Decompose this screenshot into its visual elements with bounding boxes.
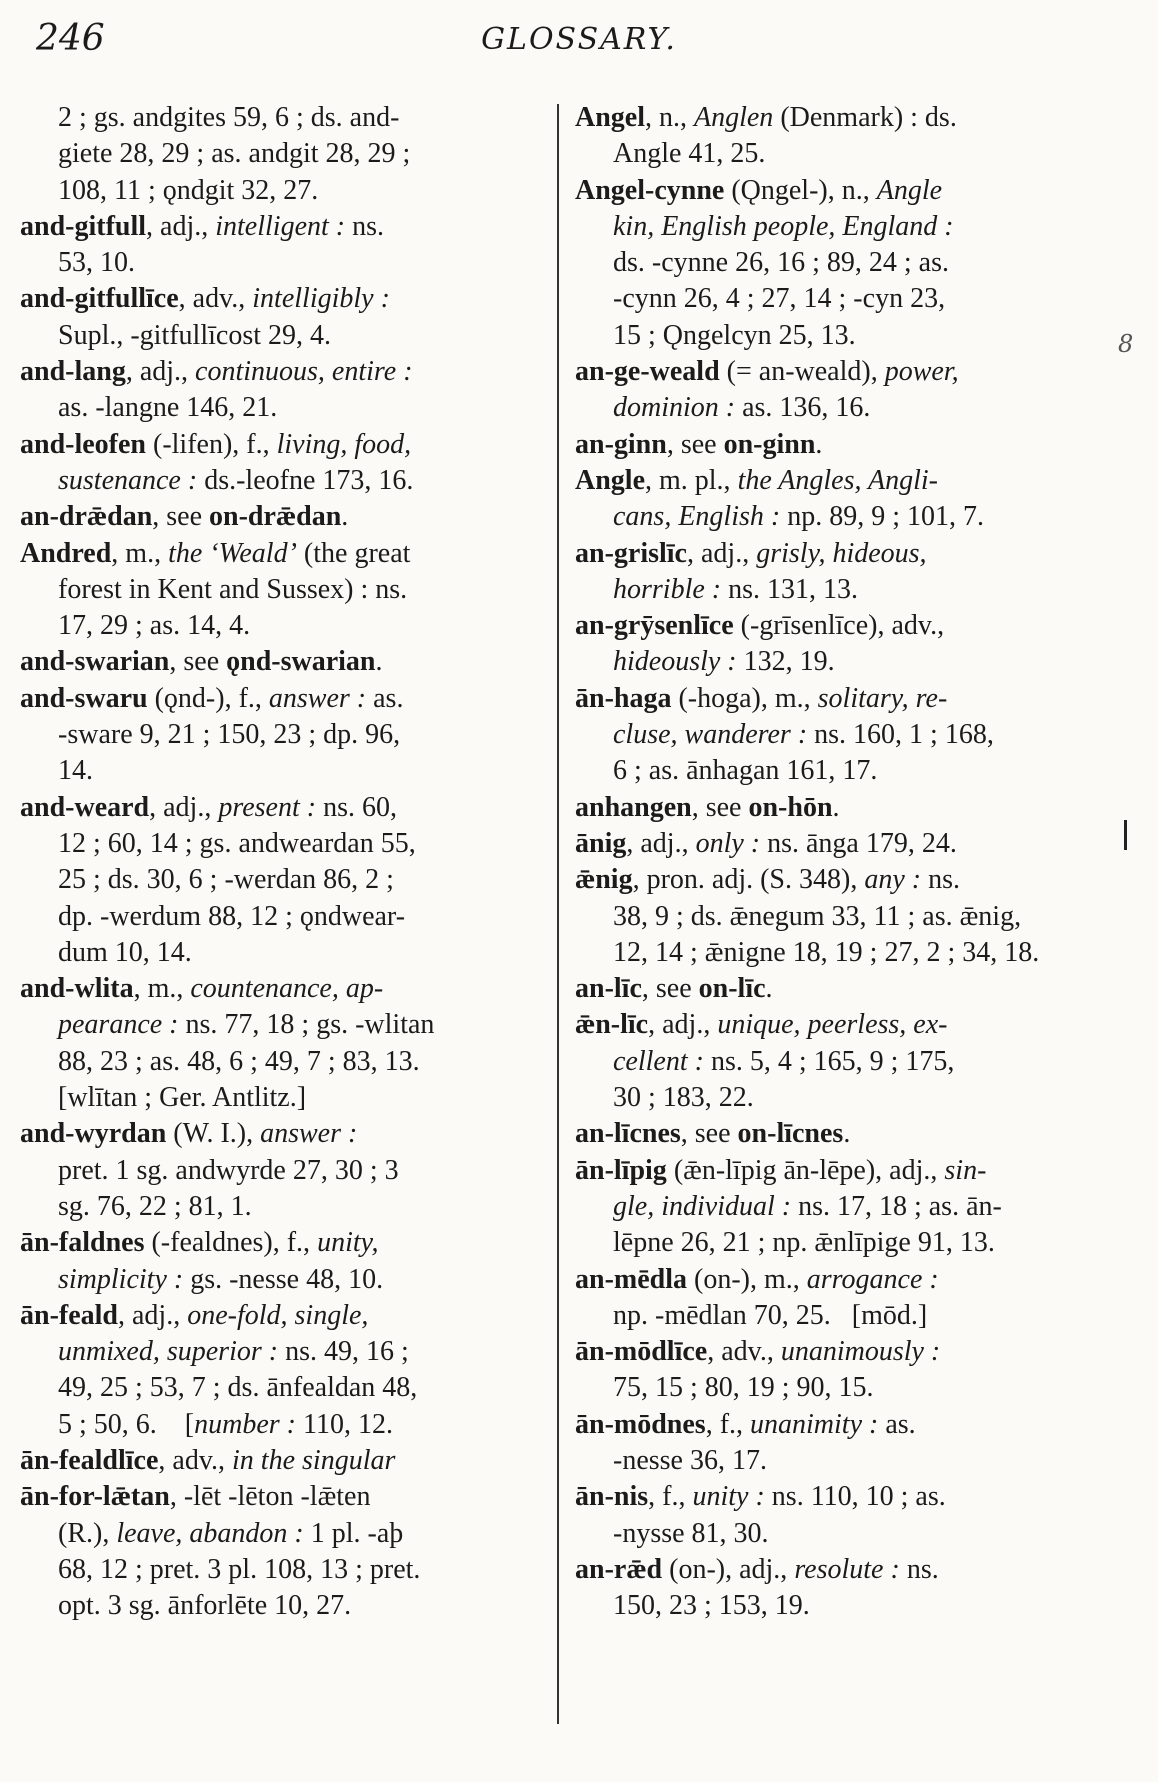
glossary-line: (R.), leave, abandon : 1 pl. -aþ <box>58 1517 404 1549</box>
glossary-line: and-gitfullīce, adv., intelligibly : <box>20 283 390 315</box>
glossary-line: gle, individual : ns. 17, 18 ; as. ān- <box>613 1190 1002 1222</box>
glossary-line: an-līc, see on-līc. <box>575 973 773 1005</box>
glossary-line: dum 10, 14. <box>58 936 192 968</box>
glossary-line: 88, 23 ; as. 48, 6 ; 49, 7 ; 83, 13. <box>58 1045 420 1077</box>
glossary-line: 49, 25 ; 53, 7 ; ds. ānfealdan 48, <box>58 1372 418 1404</box>
glossary-line: and-weard, adj., present : ns. 60, <box>20 791 397 823</box>
glossary-line: an-ge-weald (= an-weald), power, <box>575 356 959 388</box>
page-number: 246 <box>36 18 105 59</box>
glossary-line: kin, English people, England : <box>613 210 954 242</box>
glossary-line: Angle 41, 25. <box>613 138 766 170</box>
glossary-line: forest in Kent and Sussex) : ns. <box>58 573 408 605</box>
glossary-line: [wlītan ; Ger. Antlitz.] <box>58 1082 307 1114</box>
glossary-line: 2 ; gs. andgites 59, 6 ; ds. and- <box>58 102 400 133</box>
glossary-line: giete 28, 29 ; as. andgit 28, 29 ; <box>58 138 411 170</box>
glossary-line: ds. -cynne 26, 16 ; 89, 24 ; as. <box>613 247 949 279</box>
glossary-line: 6 ; as. ānhagan 161, 17. <box>613 755 878 787</box>
glossary-line: cluse, wanderer : ns. 160, 1 ; 168, <box>613 719 994 751</box>
glossary-line: simplicity : gs. -nesse 48, 10. <box>58 1263 384 1295</box>
glossary-line: ǣnig, pron. adj. (S. 348), any : ns. <box>575 864 961 896</box>
glossary-line: ān-fealdlīce, adv., in the singular <box>20 1444 396 1476</box>
left-column <box>20 100 520 1624</box>
glossary-line: an-grislīc, adj., grisly, hideous, <box>575 537 927 569</box>
glossary-line: ān-for-lǣtan, -lēt -lēton -lǣten <box>20 1481 371 1513</box>
glossary-line: 75, 15 ; 80, 19 ; 90, 15. <box>613 1372 874 1404</box>
glossary-line: Angel, n., Anglen (Denmark) : ds. <box>575 102 957 133</box>
glossary-line: and-leofen (-lifen), f., living, food, <box>20 428 412 460</box>
glossary-line: unmixed, superior : ns. 49, 16 ; <box>58 1336 409 1368</box>
glossary-line: pret. 1 sg. andwyrde 27, 30 ; 3 <box>58 1154 399 1186</box>
glossary-line: anhangen, see on-hōn. <box>575 791 840 823</box>
glossary-line: -cynn 26, 4 ; 27, 14 ; -cyn 23, <box>613 283 946 315</box>
glossary-line: sustenance : ds.-leofne 173, 16. <box>58 464 414 496</box>
glossary-line: 108, 11 ; ǫndgit 32, 27. <box>58 174 319 206</box>
glossary-line: 38, 9 ; ds. ǣnegum 33, 11 ; as. ǣnig, <box>613 900 1022 932</box>
glossary-line: and-gitfull, adj., intelligent : ns. <box>20 210 385 242</box>
glossary-line: Angle, m. pl., the Angles, Angli- <box>575 464 938 496</box>
glossary-line: ān-nis, f., unity : ns. 110, 10 ; as. <box>575 1481 946 1513</box>
glossary-line: -nysse 81, 30. <box>613 1517 769 1549</box>
glossary-line: ān-feald, adj., one-fold, single, <box>20 1299 369 1331</box>
glossary-line: cans, English : np. 89, 9 ; 101, 7. <box>613 501 984 533</box>
glossary-line: 12, 14 ; ǣnigne 18, 19 ; 27, 2 ; 34, 18. <box>613 936 1040 968</box>
glossary-line: as. -langne 146, 21. <box>58 392 278 424</box>
glossary-line: Andred, m., the ‘Weald’ (the great <box>20 537 411 569</box>
glossary-line: dp. -werdum 88, 12 ; ǫndwear- <box>58 900 406 932</box>
glossary-line: and-wyrdan (W. I.), answer : <box>20 1118 358 1150</box>
column-divider <box>557 104 559 1724</box>
glossary-line: 68, 12 ; pret. 3 pl. 108, 13 ; pret. <box>58 1553 421 1585</box>
glossary-line: np. -mēdlan 70, 25. [mōd.] <box>613 1299 928 1331</box>
glossary-line: an-ginn, see on-ginn. <box>575 428 823 460</box>
glossary-line: an-mēdla (on-), m., arrogance : <box>575 1263 939 1295</box>
glossary-line: and-swarian, see ǫnd-swarian. <box>20 646 383 678</box>
glossary-line: -sware 9, 21 ; 150, 23 ; dp. 96, <box>58 719 401 751</box>
glossary-line: 12 ; 60, 14 ; gs. andweardan 55, <box>58 827 416 859</box>
right-column <box>575 100 1095 1624</box>
glossary-line: opt. 3 sg. ānforlēte 10, 27. <box>58 1590 352 1622</box>
glossary-line: and-swaru (ǫnd-), f., answer : as. <box>20 682 404 714</box>
glossary-line: 30 ; 183, 22. <box>613 1082 754 1114</box>
glossary-line: 15 ; Ǫngelcyn 25, 13. <box>613 319 856 351</box>
glossary-line: 5 ; 50, 6. [number : 110, 12. <box>58 1408 393 1440</box>
glossary-line: Angel-cynne (Ǫngel-), n., Angle <box>575 174 943 206</box>
glossary-line: horrible : ns. 131, 13. <box>613 573 859 605</box>
glossary-line: ān-līpig (ǣn-līpig ān-lēpe), adj., sin- <box>575 1154 987 1186</box>
glossary-line: ān-haga (-hoga), m., solitary, re- <box>575 682 948 714</box>
glossary-line: 53, 10. <box>58 247 135 279</box>
glossary-line: hideously : 132, 19. <box>613 646 835 678</box>
glossary-line: cellent : ns. 5, 4 ; 165, 9 ; 175, <box>613 1045 955 1077</box>
margin-note: 8 <box>1118 330 1134 358</box>
glossary-line: and-wlita, m., countenance, ap- <box>20 973 384 1005</box>
glossary-line: ān-mōdnes, f., unanimity : as. <box>575 1408 916 1440</box>
page-header <box>36 18 1122 78</box>
glossary-line: pearance : ns. 77, 18 ; gs. -wlitan <box>58 1009 435 1041</box>
glossary-line: 17, 29 ; as. 14, 4. <box>58 610 251 642</box>
glossary-line: an-rǣd (on-), adj., resolute : ns. <box>575 1553 939 1585</box>
margin-stroke <box>1124 820 1127 850</box>
glossary-line: lēpne 26, 21 ; np. ǣnlīpige 91, 13. <box>613 1227 995 1259</box>
glossary-line: ǣn-līc, adj., unique, peerless, ex- <box>575 1009 948 1041</box>
glossary-line: an-grȳsenlīce (-grīsenlīce), adv., <box>575 610 945 642</box>
glossary-line: ān-mōdlīce, adv., unanimously : <box>575 1336 941 1368</box>
glossary-line: Supl., -gitfullīcost 29, 4. <box>58 319 331 351</box>
glossary-line: dominion : as. 136, 16. <box>613 392 871 424</box>
glossary-line: sg. 76, 22 ; 81, 1. <box>58 1190 252 1222</box>
glossary-line: ān-faldnes (-fealdnes), f., unity, <box>20 1227 379 1259</box>
running-title: GLOSSARY. <box>481 22 677 57</box>
glossary-line: 25 ; ds. 30, 6 ; -werdan 86, 2 ; <box>58 864 394 896</box>
glossary-line: -nesse 36, 17. <box>613 1444 767 1476</box>
glossary-line: an-drǣdan, see on-drǣdan. <box>20 501 349 533</box>
glossary-line: 14. <box>58 755 93 787</box>
glossary-line: an-līcnes, see on-līcnes. <box>575 1118 851 1150</box>
glossary-line: 150, 23 ; 153, 19. <box>613 1590 810 1622</box>
glossary-line: and-lang, adj., continuous, entire : <box>20 356 413 388</box>
glossary-line: ānig, adj., only : ns. ānga 179, 24. <box>575 827 957 859</box>
